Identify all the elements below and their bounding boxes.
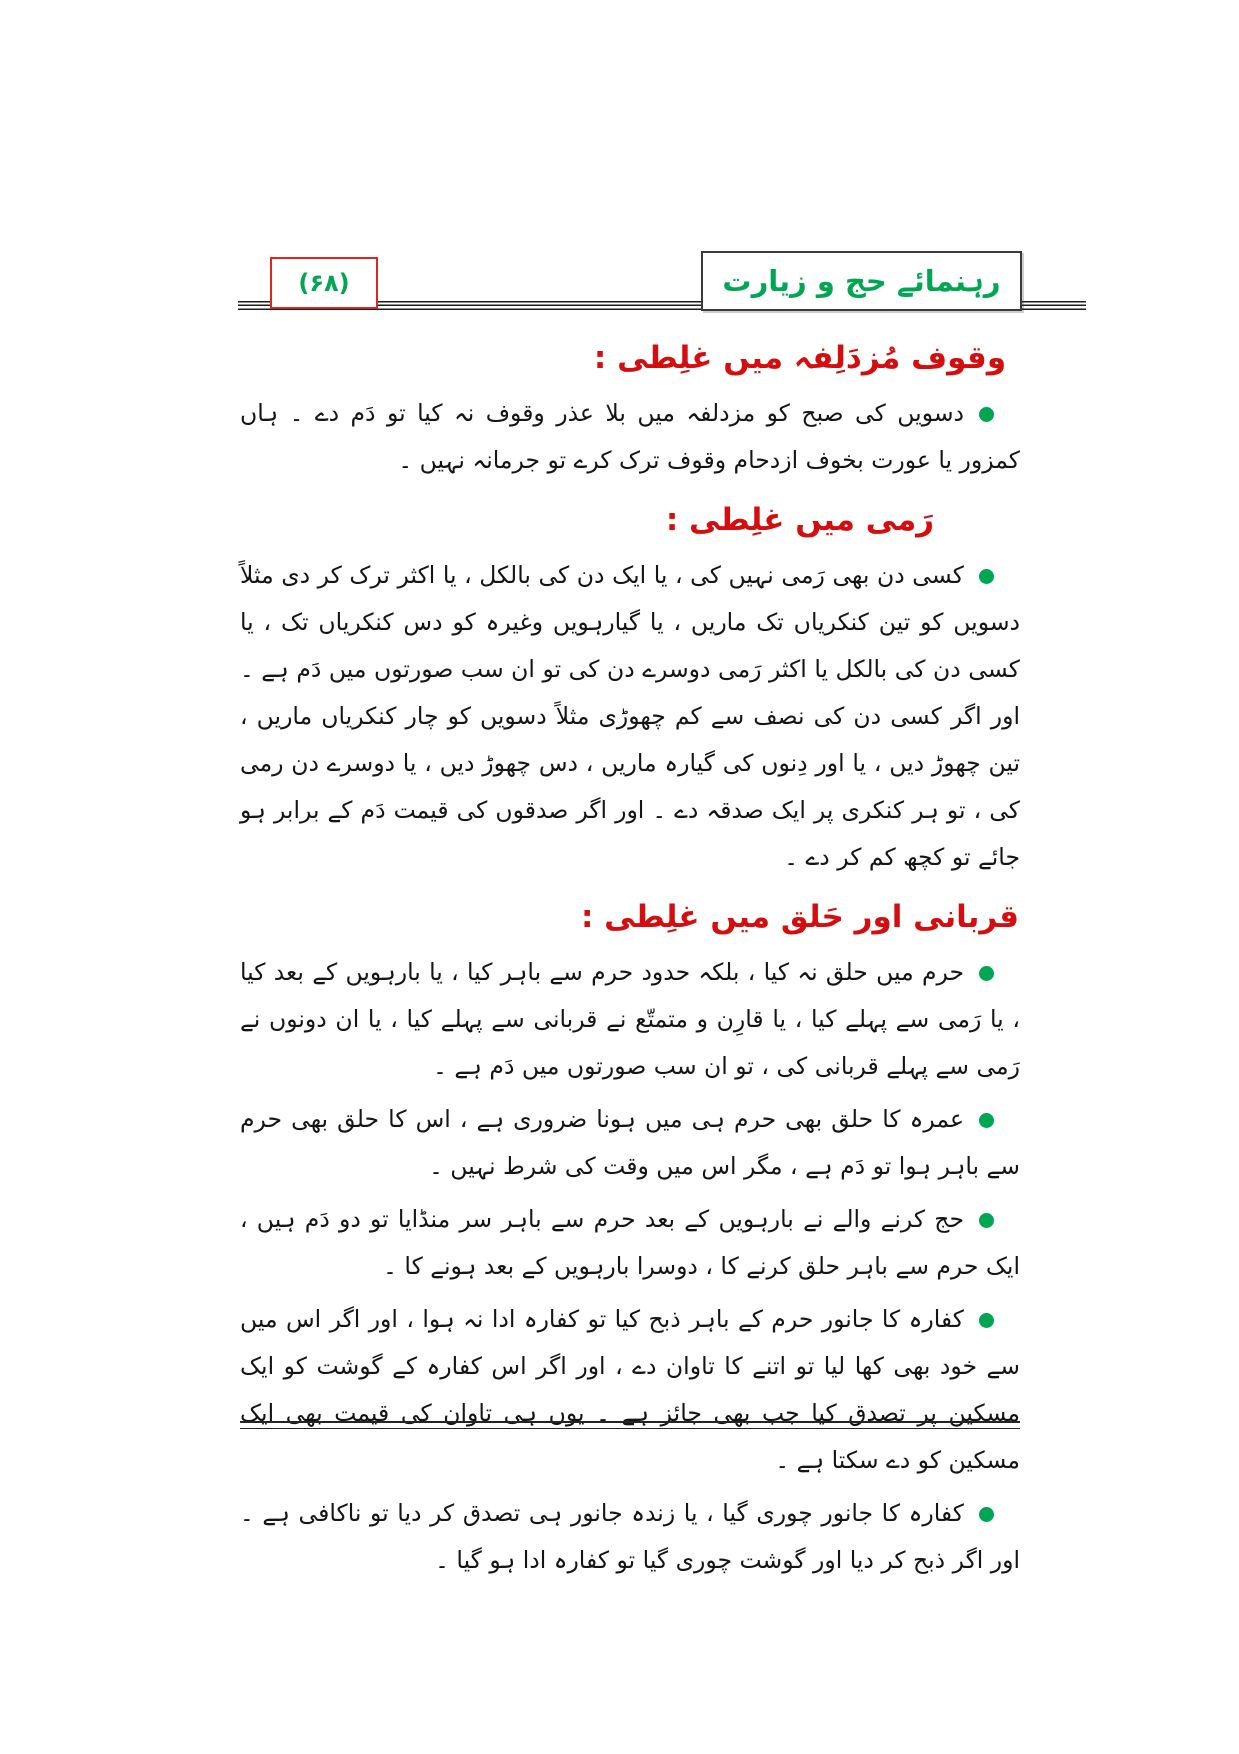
bullet-text: دسویں کی صبح کو مزدلفہ میں بلا عذر وقوف نہ کیا تو دَم دے ۔ ہاں کمزور یا عورت بخوف ازدحام وقوف ترک کرے تو جرمانہ نہیں ۔ (240, 399, 1020, 474)
bullet-icon (979, 1213, 994, 1228)
bullet-text: کسی دن بھی رَمی نہیں کی ، یا ایک دن کی بالکل ، یا اکثر ترک کر دی مثلاً دسویں کو تین کنکریاں تک ماریں ، یا گیارہویں وغیرہ کو دس کنکریاں تک ، یا کسی دن کی بالکل یا اکثر رَمی دوسرے دن کی تو ان سب صورتوں میں دَم ہے ۔ اور اگر کسی دن کی نصف سے کم چھوڑی مثلاً دسویں کو چار کنکریاں ماریں ، تین چھوڑ دیں ، یا اور دِنوں کی گیارہ ماریں ، دس چھوڑ دیں ، یا دوسرے دن رمی کی ، تو ہر کنکری پر ایک صدقہ دے ۔ اور اگر صدقوں کی قیمت دَم کے برابر ہو جائے تو کچھ کم کر دے ۔ (240, 561, 1020, 871)
book-title-box (701, 251, 1022, 311)
bullet-text: حرم میں حلق نہ کیا ، بلکہ حدود حرم سے باہر کیا ، یا بارہویں کے بعد کیا ، یا رَمی سے پہلے کیا ، یا قارِن و متمتّع نے قربانی سے پہلے کیا ، یا ان دونوں نے رَمی سے پہلے قربانی کی ، تو ان سب صورتوں میں دَم ہے ۔ (240, 958, 1020, 1080)
section-heading: وقوف مُزدَلِفہ میں غلِطی : (593, 340, 1007, 376)
bullet-paragraph (240, 552, 1020, 881)
bullet-icon (979, 569, 994, 584)
book-title: رہنمائے حج و زیارت (722, 264, 1001, 298)
bullet-text: حج کرنے والے نے بارہویں کے بعد حرم سے باہر سر منڈایا تو دو دَم ہیں ، ایک حرم سے باہر حلق کرنے کا ، دوسرا بارہویں کے بعد ہونے کا ۔ (240, 1205, 1020, 1280)
bullet-icon (979, 1507, 994, 1522)
bullet-paragraph (240, 1296, 1020, 1484)
bullet-paragraph (240, 390, 1020, 484)
page-content (240, 322, 1020, 1590)
bullet-paragraph (240, 949, 1020, 1090)
bullet-paragraph (240, 1196, 1020, 1290)
page-number: (۶۸) (298, 269, 350, 297)
bullet-paragraph (240, 1096, 1020, 1190)
bullet-paragraph (240, 1490, 1020, 1584)
bullet-icon (979, 1113, 994, 1128)
bullet-icon (979, 1313, 994, 1328)
bullet-icon (979, 407, 994, 422)
bullet-text: کفارہ کا جانور چوری گیا ، یا زندہ جانور ہی تصدق کر دیا تو ناکافی ہے ۔ اور اگر ذبح کر دیا اور گوشت چوری گیا تو کفارہ ادا ہو گیا ۔ (240, 1499, 1020, 1574)
section-heading: رَمی میں غلِطی : (665, 502, 935, 538)
footer-rule (240, 1421, 1020, 1429)
section-heading: قربانی اور حَلق میں غلِطی : (580, 899, 1020, 935)
page-number-badge (270, 257, 378, 309)
bullet-text: کفارہ کا جانور حرم کے باہر ذبح کیا تو کفارہ ادا نہ ہوا ، اور اگر اس میں سے خود بھی کھا لیا تو اتنے کا تاوان دے ، اور اگر اس کفارہ کے گوشت کو ایک مسکین پر تصدق کیا جب بھی جائز ہے ۔ یوں ہی تاوان کی قیمت بھی ایک مسکین کو دے سکتا ہے ۔ (240, 1305, 1020, 1474)
bullet-icon (979, 966, 994, 981)
bullet-text: عمرہ کا حلق بھی حرم ہی میں ہونا ضروری ہے ، اس کا حلق بھی حرم سے باہر ہوا تو دَم ہے ، مگر اس میں وقت کی شرط نہیں ۔ (240, 1105, 1020, 1180)
